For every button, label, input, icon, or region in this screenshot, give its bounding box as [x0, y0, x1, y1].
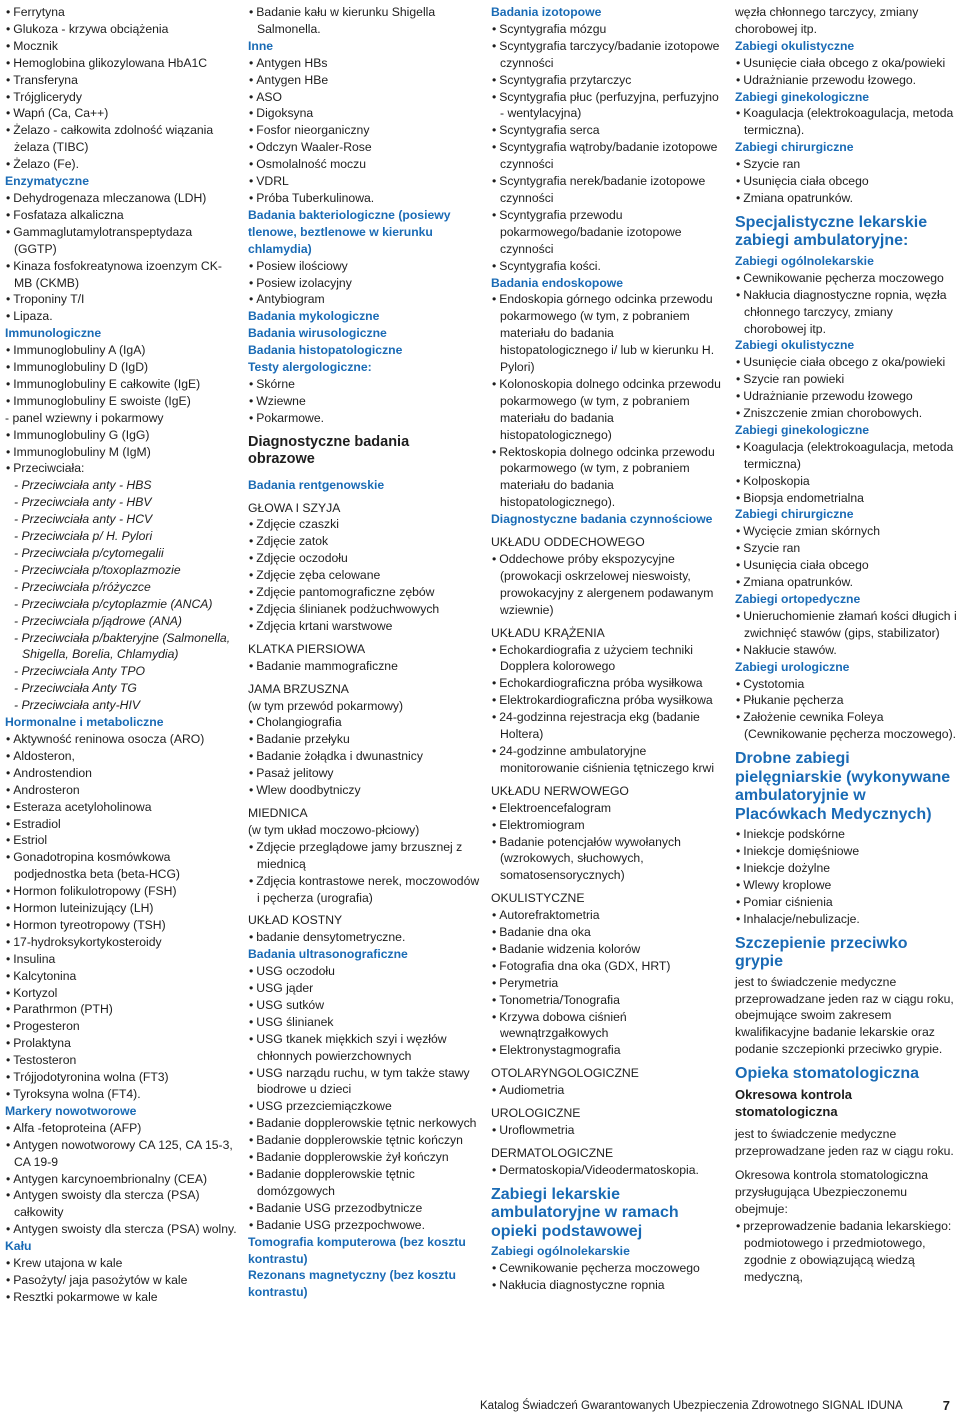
section-heading: Badania histopatologiczne	[248, 343, 403, 358]
list-item: • Immunoglobuliny D (IgD)	[5, 359, 237, 376]
list-item: • Tonometria/Tonografia	[491, 992, 723, 1009]
section-heading: Zabiegi chirurgiczne	[735, 507, 854, 522]
sub-list-item: - Przeciwciała p/cytomegalii	[14, 546, 164, 560]
list-item: • Zdjęcie pantomograficzne zębów	[248, 584, 480, 601]
list-item: • Badanie mammograficzne	[248, 658, 480, 675]
list-item: • Endoskopia górnego odcinka przewodu pokarmowego (w tym, z pobraniem materiału do badania histopatologicznego i/ lub w kierunku H. Pylori)	[491, 291, 723, 376]
section-heading: Badania izotopowe	[491, 5, 602, 19]
section-heading: Enzymatyczne	[5, 174, 89, 189]
list-item: • Troponiny T/I	[5, 291, 237, 308]
list-item: • Scyntygrafia nerek/badanie izotopowe czynności	[491, 173, 723, 207]
list-item: • 24-godzinna rejestracja ekg (badanie Holtera)	[491, 709, 723, 743]
list-item: • Koagulacja (elektrokoagulacja, metoda termiczna).	[735, 105, 957, 139]
list-item: • Antygen HBe	[248, 72, 480, 89]
list-item: • Aktywność reninowa osocza (ARO)	[5, 731, 237, 748]
sub-list-item: - Przeciwciała p/bakteryjne (Salmonella, Shigella, Borelia, Chlamydia)	[14, 630, 231, 662]
section-heading: Immunologiczne	[5, 326, 102, 341]
list-item: • Udrażnianie przewodu łzowego	[735, 388, 957, 405]
list-item: • USG narządu ruchu, w tym także stawy biodrowe u dzieci	[248, 1065, 480, 1099]
text-line: jest to świadczenie medyczne przeprowadzane jeden raz w ciągu roku.	[735, 1126, 954, 1158]
list-item: • Zdjęcia krtani warstwowe	[248, 618, 480, 635]
section-heading: Badania wirusologiczne	[248, 326, 387, 341]
list-item: • Pasożyty/ jaja pasożytów w kale	[5, 1272, 237, 1289]
list-item: • Zdjęcia ślinianek podżuchwowych	[248, 601, 480, 618]
group-label: UKŁADU NERWOWEGO	[491, 783, 629, 798]
list-item: • Żelazo (Fe).	[5, 156, 237, 173]
sub-list-item: - Przeciwciała Anty TG	[14, 681, 137, 696]
list-item: • Esteraza acetyloholinowa	[5, 799, 237, 816]
list-item: • Progesteron	[5, 1018, 237, 1035]
sub-list-item: - Przeciwciała p/różyczce	[14, 579, 151, 594]
list-item: • Tyroksyna wolna (FT4).	[5, 1086, 237, 1103]
list-item: • Trójglicerydy	[5, 89, 237, 106]
section-heading: Zabiegi chirurgiczne	[735, 140, 854, 155]
section-heading: Zabiegi ogólnolekarskie	[735, 253, 874, 268]
list-item: • Zdjęcie czaszki	[248, 516, 480, 533]
list-item: • Scyntygrafia mózgu	[491, 21, 723, 38]
page-footer	[480, 1400, 950, 1412]
major-heading: Specjalistyczne lekarskie zabiegi ambulatoryjne:	[735, 213, 928, 250]
list-item: • Kinaza fosfokreatynowa izoenzym CK-MB (CKMB)	[5, 258, 237, 292]
list-item: • Cholangiografia	[248, 714, 480, 731]
list-item: • Szycie ran powieki	[735, 371, 957, 388]
list-item: • Zdjęcie przeglądowe jamy brzusznej z miednicą	[248, 839, 480, 873]
list-item: • Nakłucia diagnostyczne ropnia	[491, 1277, 723, 1294]
list-item: • Badanie dna oka	[491, 924, 723, 941]
list-item: • Iniekcje dożylne	[735, 860, 957, 877]
list-item: • Uroflowmetria	[491, 1122, 723, 1139]
column-3	[491, 4, 723, 1294]
list-item: • Usunięcie ciała obcego z oka/powieki	[735, 354, 957, 371]
list-item: • Koagulacja (elektrokoagulacja, metoda termiczna)	[735, 439, 957, 473]
list-item: • Badanie dopplerowskie tętnic kończyn	[248, 1132, 480, 1149]
list-item: • Cewnikowanie pęcherza moczowego	[735, 270, 957, 287]
group-label: OKULISTYCZNE	[491, 891, 585, 906]
list-item: • Glukoza - krzywa obciążenia	[5, 21, 237, 38]
list-item: • Żelazo - całkowita zdolność wiązania żelaza (TIBC)	[5, 122, 237, 156]
list-item: • Fotografia dna oka (GDX, HRT)	[491, 958, 723, 975]
sub-list-item: - Przeciwciała p/jądrowe (ANA)	[14, 613, 182, 628]
list-item: • Kolposkopia	[735, 473, 957, 490]
column-4	[735, 4, 957, 1286]
list-item: • Echokardiografia z użyciem techniki Dopplera kolorowego	[491, 642, 723, 676]
list-item: • USG jąder	[248, 980, 480, 997]
list-item: • Posiew ilościowy	[248, 258, 480, 275]
list-item: • Unieruchomienie złamań kości długich i zwichnięć stawów (gips, stabilizator)	[735, 608, 957, 642]
list-item: • Zmiana opatrunków.	[735, 190, 957, 207]
list-item: • Krzywa dobowa ciśnień wewnątrzgałkowych	[491, 1009, 723, 1043]
list-item: • Wapń (Ca, Ca++)	[5, 105, 237, 122]
list-item: • USG oczodołu	[248, 963, 480, 980]
list-item: • Scyntygrafia kości.	[491, 258, 723, 275]
list-item: • Wlewy kroplowe	[735, 877, 957, 894]
section-heading: Rezonans magnetyczny (bez kosztu kontrastu)	[248, 1268, 456, 1300]
list-item: • Zdjęcie zęba celowane	[248, 567, 480, 584]
list-item: • Usunięcia ciała obcego	[735, 173, 957, 190]
list-item: • Badanie żołądka i dwunastnicy	[248, 748, 480, 765]
column-1	[5, 4, 237, 1306]
list-item: • Założenie cewnika Foleya (Cewnikowanie pęcherza moczowego).	[735, 709, 957, 743]
section-heading: Badania ultrasonograficzne	[248, 947, 408, 962]
footer-text: Katalog Świadczeń Gwarantowanych Ubezpieczenia Zdrowotnego SIGNAL IDUNA	[480, 1400, 903, 1412]
list-item: • Antybiogram	[248, 291, 480, 308]
list-item: • Elektrokardiograficzna próba wysiłkowa	[491, 692, 723, 709]
list-item: • USG ślinianek	[248, 1014, 480, 1031]
list-item: • Aldosteron,	[5, 748, 237, 765]
sub-list-item: - Przeciwciała p/cytoplazmie (ANCA)	[14, 596, 213, 611]
sub-list-item: - Przeciwciała p/ H. Pylori	[14, 529, 153, 544]
list-item: • Cystotomia	[735, 676, 957, 693]
list-item: • Elektromiogram	[491, 817, 723, 834]
list-item: • Elektronystagmografia	[491, 1042, 723, 1059]
list-item: • Transferyna	[5, 72, 237, 89]
list-item: • Fosfor nieorganiczny	[248, 122, 480, 139]
section-heading: Badania endoskopowe	[491, 275, 624, 290]
group-label: OTOLARYNGOLOGICZNE	[491, 1066, 639, 1081]
list-item: • Fosfataza alkaliczna	[5, 207, 237, 224]
sub-list-item: - Przeciwciała Anty TPO	[14, 664, 145, 679]
list-item: • Nakłucia diagnostyczne ropnia, węzła chłonnego tarczycy, zmiany chorobowej itp.	[735, 287, 957, 338]
list-item: • Próba Tuberkulinowa.	[248, 190, 480, 207]
list-item: • Gammaglutamylotranspeptydaza (GGTP)	[5, 224, 237, 258]
list-item: • Oddechowe próby ekspozycyjne (prowokacji oskrzelowej nieswoisty, prowokacyjny z alergenem podawanym wziewnie)	[491, 551, 723, 619]
section-heading: Badania mykologiczne	[248, 309, 380, 324]
list-item: • Lipaza.	[5, 308, 237, 325]
list-item: • Dermatoskopia/Videodermatoskopia.	[491, 1162, 723, 1179]
list-item: • Hormon luteinizujący (LH)	[5, 900, 237, 917]
section-heading: Zabiegi ginekologiczne	[735, 89, 870, 104]
section-heading: Hormonalne i metaboliczne	[5, 715, 164, 730]
section-heading: Inne	[248, 38, 274, 53]
sub-heading: Okresowa kontrola stomatologiczna	[735, 1086, 853, 1119]
list-item: • Digoksyna	[248, 105, 480, 122]
list-item: • Biopsja endometrialna	[735, 490, 957, 507]
list-item: • Testosteron	[5, 1052, 237, 1069]
list-item: • Iniekcje podskórne	[735, 826, 957, 843]
list-item: • Immunoglobuliny M (IgM)	[5, 444, 237, 461]
list-item: • Badanie potencjałów wywołanych (wzrokowych, słuchowych, somatosensorycznych)	[491, 834, 723, 885]
list-item: • Badanie USG przezpochwowe.	[248, 1217, 480, 1234]
list-item: • 17-hydroksykortykosteroidy	[5, 934, 237, 951]
section-heading: Diagnostyczne badania czynnościowe	[491, 512, 713, 527]
major-heading: Szczepienie przeciwko grypie	[735, 934, 908, 971]
list-item: • Gonadotropina kosmówkowa podjednostka beta (beta-HCG)	[5, 849, 237, 883]
list-item: • Pomiar ciśnienia	[735, 894, 957, 911]
list-item: • Antygen swoisty dla stercza (PSA) wolny.	[5, 1221, 237, 1238]
list-item: • Autorefraktometria	[491, 907, 723, 924]
group-label: GŁOWA I SZYJA	[248, 500, 341, 515]
list-item: • badanie densytometryczne.	[248, 929, 480, 946]
list-item: • Immunoglobuliny E swoiste (IgE)	[5, 393, 237, 410]
list-item: • Szycie ran	[735, 156, 957, 173]
text-line: (w tym układ moczowo-płciowy)	[248, 822, 420, 837]
section-heading: Zabiegi urologiczne	[735, 659, 850, 674]
list-item: • 24-godzinne ambulatoryjne monitorowanie ciśnienia tętniczego krwi	[491, 743, 723, 777]
list-item: • Insulina	[5, 951, 237, 968]
sub-list-item: - Przeciwciała p/toxoplazmozie	[14, 562, 181, 577]
major-heading: Opieka stomatologiczna	[735, 1065, 920, 1083]
group-label: MIEDNICA	[248, 805, 308, 820]
list-item: • Immunoglobuliny G (IgG)	[5, 427, 237, 444]
list-item: • Alfa -fetoproteina (AFP)	[5, 1120, 237, 1137]
list-item: • Badanie dopplerowskie żył kończyn	[248, 1149, 480, 1166]
list-item: • Parathrmon (PTH)	[5, 1001, 237, 1018]
list-item: • Pasaż jelitowy	[248, 765, 480, 782]
sub-list-item: - Przeciwciała anty - HBS	[14, 478, 152, 493]
list-item: • Rektoskopia dolnego odcinka przewodu pokarmowego (w tym, z pobraniem materiału do badania histopatologicznego).	[491, 444, 723, 512]
list-item: • Badanie dopplerowskie tętnic domózgowych	[248, 1166, 480, 1200]
list-item: • Udrażnianie przewodu łzowego.	[735, 72, 957, 89]
list-item: • Androstendion	[5, 765, 237, 782]
list-item: • Usunięcia ciała obcego	[735, 557, 957, 574]
list-item: • Wycięcie zmian skórnych	[735, 523, 957, 540]
group-label: UKŁAD KOSTNY	[248, 913, 343, 928]
section-heading: Zabiegi ginekologiczne	[735, 422, 870, 437]
page-number: 7	[942, 1398, 950, 1413]
list-item: • Kolonoskopia dolnego odcinka przewodu pokarmowego (w tym, z pobraniem materiału do badania histopatologicznego)	[491, 376, 723, 444]
list-item: • Szycie ran	[735, 540, 957, 557]
group-label: KLATKA PIERSIOWA	[248, 641, 366, 656]
list-item: • Dehydrogenaza mleczanowa (LDH)	[5, 190, 237, 207]
list-item: • Scyntygrafia tarczycy/badanie izotopowe czynności	[491, 38, 723, 72]
group-label: UKŁADU KRĄŻENIA	[491, 625, 605, 640]
list-item: • Badanie kału w kierunku Shigella Salmonella.	[248, 4, 480, 38]
list-item: • Inhalacje/nebulizacje.	[735, 911, 957, 928]
list-item: • Perymetria	[491, 975, 723, 992]
list-item: • Elektroencefalogram	[491, 800, 723, 817]
list-item: • Posiew izolacyjny	[248, 275, 480, 292]
section-heading: Zabiegi ortopedyczne	[735, 592, 861, 606]
list-item: • Estradiol	[5, 816, 237, 833]
list-item: • Scyntygrafia przewodu pokarmowego/badanie izotopowe czynności	[491, 207, 723, 258]
list-item: • Antygen swoisty dla stercza (PSA) całkowity	[5, 1187, 237, 1221]
list-item: • Badanie USG przezodbytnicze	[248, 1200, 480, 1217]
list-item: • Wziewne	[248, 393, 480, 410]
list-item: • Ferrytyna	[5, 4, 237, 21]
list-item: • Usunięcie ciała obcego z oka/powieki	[735, 55, 957, 72]
list-item: • Hemoglobina glikozylowana HbA1C	[5, 55, 237, 72]
list-item: • Androsteron	[5, 782, 237, 799]
list-item: • Resztki pokarmowe w kale	[5, 1289, 237, 1306]
list-item: • ASO	[248, 89, 480, 106]
list-item: • przeprowadzenie badania lekarskiego: podmiotowego i przedmiotowego, zgodnie z obowiązującą wiedzą medyczną,	[735, 1218, 957, 1286]
sub-list-item: - Przeciwciała anty - HBV	[14, 495, 152, 510]
list-item: • Zdjęcie oczodołu	[248, 550, 480, 567]
list-item: • Cewnikowanie pęcherza moczowego	[491, 1260, 723, 1277]
text-line: - panel wziewny i pokarmowy	[5, 410, 164, 425]
list-item: • Immunoglobuliny E całkowite (IgE)	[5, 376, 237, 393]
list-item: • Iniekcje domięśniowe	[735, 843, 957, 860]
list-item: • USG sutków	[248, 997, 480, 1014]
list-item: • Prolaktyna	[5, 1035, 237, 1052]
section-heading: Badania rentgenowskie	[248, 477, 385, 492]
group-label: UKŁADU ODDECHOWEGO	[491, 535, 645, 550]
list-item: • Pokarmowe.	[248, 410, 480, 427]
section-heading: Tomografia komputerowa (bez kosztu kontrastu)	[248, 1234, 466, 1266]
list-item: • Badanie przełyku	[248, 731, 480, 748]
group-label: UROLOGICZNE	[491, 1106, 581, 1121]
list-item: • Nakłucie stawów.	[735, 642, 957, 659]
list-item: • Zdjęcia kontrastowe nerek, moczowodów i pęcherza (urografia)	[248, 873, 480, 907]
sub-list-item: - Przeciwciała anty-HIV	[14, 698, 140, 713]
list-item: • Hormon tyreotropowy (TSH)	[5, 917, 237, 934]
list-item: • Immunoglobuliny A (IgA)	[5, 342, 237, 359]
list-item: • Badanie widzenia kolorów	[491, 941, 723, 958]
group-label: JAMA BRZUSZNA	[248, 681, 349, 696]
group-label: DERMATOLOGICZNE	[491, 1145, 614, 1160]
list-item: • Osmolalność moczu	[248, 156, 480, 173]
list-item: • Estriol	[5, 832, 237, 849]
major-heading: Drobne zabiegi pielęgniarskie (wykonywane ambulatoryjnie w Placówkach Medycznych)	[735, 750, 951, 823]
list-item: • Antygen HBs	[248, 55, 480, 72]
list-item: • Antygen karcynoembrionalny (CEA)	[5, 1171, 237, 1188]
section-heading: Markery nowotworowe	[5, 1103, 137, 1118]
list-item: • Mocznik	[5, 38, 237, 55]
paragraph: Okresowa kontrola stomatologiczna przysługująca Ubezpieczonemu obejmuje:	[735, 1168, 929, 1217]
list-item: • Zmiana opatrunków.	[735, 574, 957, 591]
list-item: • Scyntygrafia wątroby/badanie izotopowe czynności	[491, 139, 723, 173]
list-item: • USG przezciemiączkowe	[248, 1098, 480, 1115]
list-item: • USG tkanek miękkich szyi i węzłów chłonnych powierzchownych	[248, 1031, 480, 1065]
list-item: • Echokardiograficzna próba wysiłkowa	[491, 675, 723, 692]
list-item: • Scyntygrafia przytarczyc	[491, 72, 723, 89]
section-heading: Testy alergologiczne:	[248, 360, 372, 375]
list-item: • Scyntygrafia serca	[491, 122, 723, 139]
list-item: • Kalcytonina	[5, 968, 237, 985]
column-2	[248, 4, 480, 1301]
list-item: • Przeciwciała:	[5, 460, 237, 477]
section-heading: Zabiegi ogólnolekarskie	[491, 1244, 630, 1259]
list-item: • Scyntygrafia płuc (perfuzyjna, perfuzyjno - wentylacyjna)	[491, 89, 723, 123]
major-heading: Zabiegi lekarskie ambulatoryjne w ramach opieki podstawowej	[491, 1185, 679, 1240]
list-item: • Wlew doodbytniczy	[248, 782, 480, 799]
list-item: • Trójjodotyronina wolna (FT3)	[5, 1069, 237, 1086]
section-heading: Badania bakteriologiczne (posiewy tlenowe, beztlenowe w kierunku chlamydia)	[248, 207, 451, 256]
section-heading: Zabiegi okulistyczne	[735, 38, 855, 53]
sub-list-item: - Przeciwciała anty - HCV	[14, 512, 153, 527]
list-item: • Płukanie pęcherza	[735, 692, 957, 709]
list-item: • Hormon folikulotropowy (FSH)	[5, 883, 237, 900]
list-item: • Odczyn Waaler-Rose	[248, 139, 480, 156]
list-item: • VDRL	[248, 173, 480, 190]
section-heading: Kału	[5, 1239, 32, 1254]
list-item: • Antygen nowotworowy CA 125, CA 15-3, CA 19-9	[5, 1137, 237, 1171]
section-heading: Zabiegi okulistyczne	[735, 338, 855, 353]
list-item: • Krew utajona w kale	[5, 1255, 237, 1272]
list-item: • Audiometria	[491, 1082, 723, 1099]
list-item: • Kortyzol	[5, 985, 237, 1002]
chapter-heading: Diagnostyczne badania obrazowe	[248, 433, 410, 467]
text-line: jest to świadczenie medyczne przeprowadzane jeden raz w ciągu roku, obejmujące swoim zakresem kwalifikacyjne badanie lekarskie oraz podanie szczepionki przeciwko grypie.	[735, 974, 954, 1057]
list-item: • Zniszczenie zmian chorobowych.	[735, 405, 957, 422]
text-line: (w tym przewód pokarmowy)	[248, 698, 404, 713]
list-item: • Skórne	[248, 376, 480, 393]
list-item: • Badanie dopplerowskie tętnic nerkowych	[248, 1115, 480, 1132]
text-line: węzła chłonnego tarczycy, zmiany chorobowej itp.	[735, 5, 919, 36]
list-item: • Zdjęcie zatok	[248, 533, 480, 550]
